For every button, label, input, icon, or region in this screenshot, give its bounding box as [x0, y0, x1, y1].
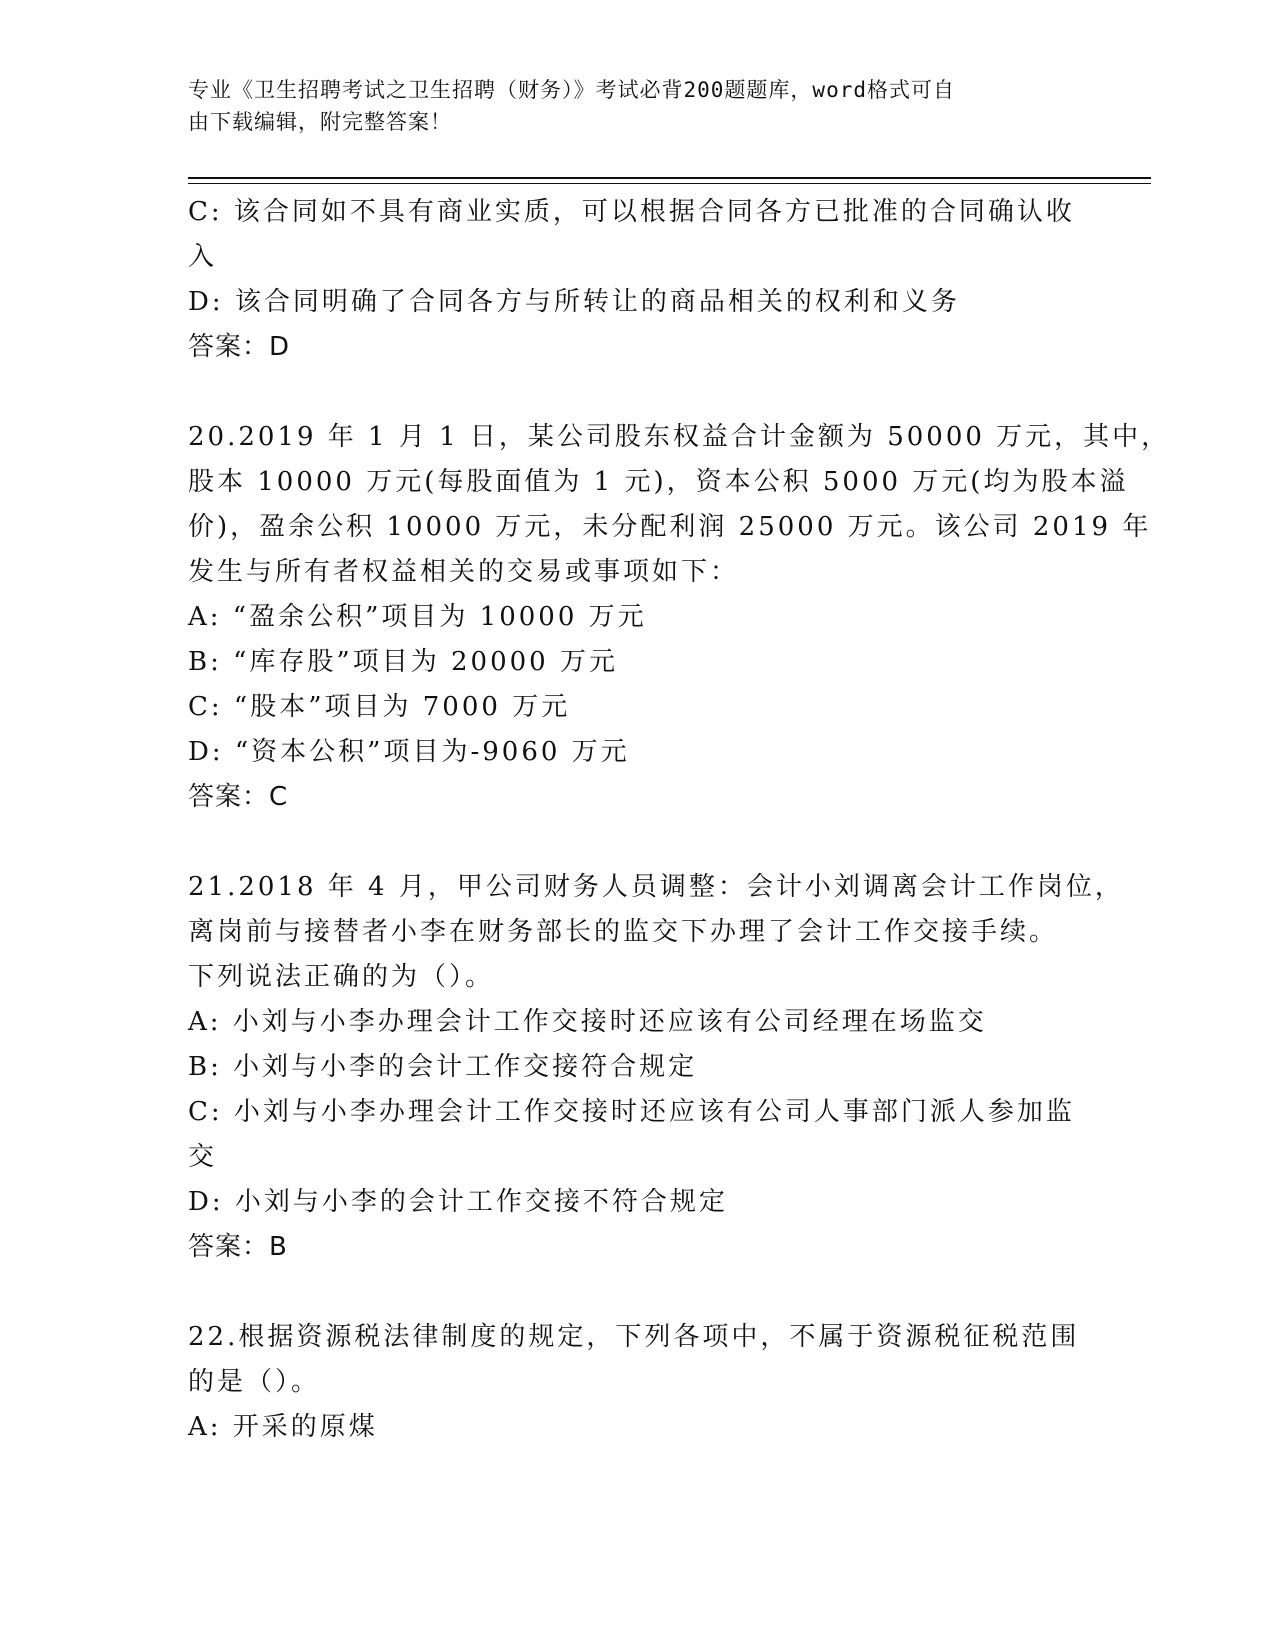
option-d: D: “资本公积”项目为-9060 万元 [188, 737, 630, 767]
question-stem-line-1: 20.2019 年 1 月 1 日，某公司股东权益合计金额为 50000 万元，其中， [188, 422, 1171, 452]
option-a: A: 开采的原煤 [188, 1412, 378, 1442]
header-title-line-2: 由下载编辑，附完整答案！ [188, 110, 452, 134]
question-stem-line-2: 股本 10000 万元(每股面值为 1 元)，资本公积 5000 万元(均为股本溢 [188, 467, 1129, 497]
question-21 [188, 865, 1124, 1270]
question-stem-line-2: 的是（）。 [188, 1367, 321, 1397]
spacer [188, 820, 1078, 865]
option-c-line-1: C: 小刘与小李办理会计工作交接时还应该有公司人事部门派人参加监 [188, 1097, 1075, 1127]
question-stem-line-1: 22.根据资源税法律制度的规定，下列各项中，不属于资源税征税范围 [188, 1322, 1080, 1352]
option-a: A: 小刘与小李办理会计工作交接时还应该有公司经理在场监交 [188, 1007, 987, 1037]
question-22 [188, 1315, 1078, 1450]
option-c-line-2: 入 [188, 242, 218, 272]
header-divider-thick [188, 177, 1151, 179]
question-stem-line-3: 下列说法正确的为（）。 [188, 962, 495, 992]
question-list [188, 190, 1171, 1450]
option-b: B: “库存股”项目为 20000 万元 [188, 647, 618, 677]
spacer [188, 370, 1078, 415]
option-d: D: 该合同明确了合同各方与所转让的商品相关的权利和义务 [188, 287, 960, 317]
option-b: B: 小刘与小李的会计工作交接符合规定 [188, 1052, 698, 1082]
option-a: A: “盈余公积”项目为 10000 万元 [188, 602, 647, 632]
answer: 答案：D [188, 332, 291, 362]
question-19-continued [188, 190, 1078, 370]
option-c-line-2: 交 [188, 1142, 218, 1172]
spacer [188, 1270, 1078, 1315]
question-stem-line-4: 发生与所有者权益相关的交易或事项如下： [188, 557, 740, 587]
question-20 [188, 415, 1171, 820]
question-stem-line-1: 21.2018 年 4 月，甲公司财务人员调整：会计小刘调离会计工作岗位， [188, 872, 1124, 902]
header-title-line-1: 专业《卫生招聘考试之卫生招聘（财务）》考试必背200题题库，word格式可自 [188, 78, 955, 102]
question-stem-line-3: 价)，盈余公积 10000 万元，未分配利润 25000 万元。该公司 2019 年 [188, 512, 1152, 542]
option-c: C: “股本”项目为 7000 万元 [188, 692, 571, 722]
answer: 答案：C [188, 782, 289, 812]
option-d: D: 小刘与小李的会计工作交接不符合规定 [188, 1187, 728, 1217]
option-c-line-1: C: 该合同如不具有商业实质，可以根据合同各方已批准的合同确认收 [188, 197, 1075, 227]
question-stem-line-2: 离岗前与接替者小李在财务部长的监交下办理了会计工作交接手续。 [188, 917, 1059, 947]
answer: 答案：B [188, 1232, 288, 1262]
document-header [188, 74, 1078, 138]
header-divider-thin [188, 183, 1151, 184]
